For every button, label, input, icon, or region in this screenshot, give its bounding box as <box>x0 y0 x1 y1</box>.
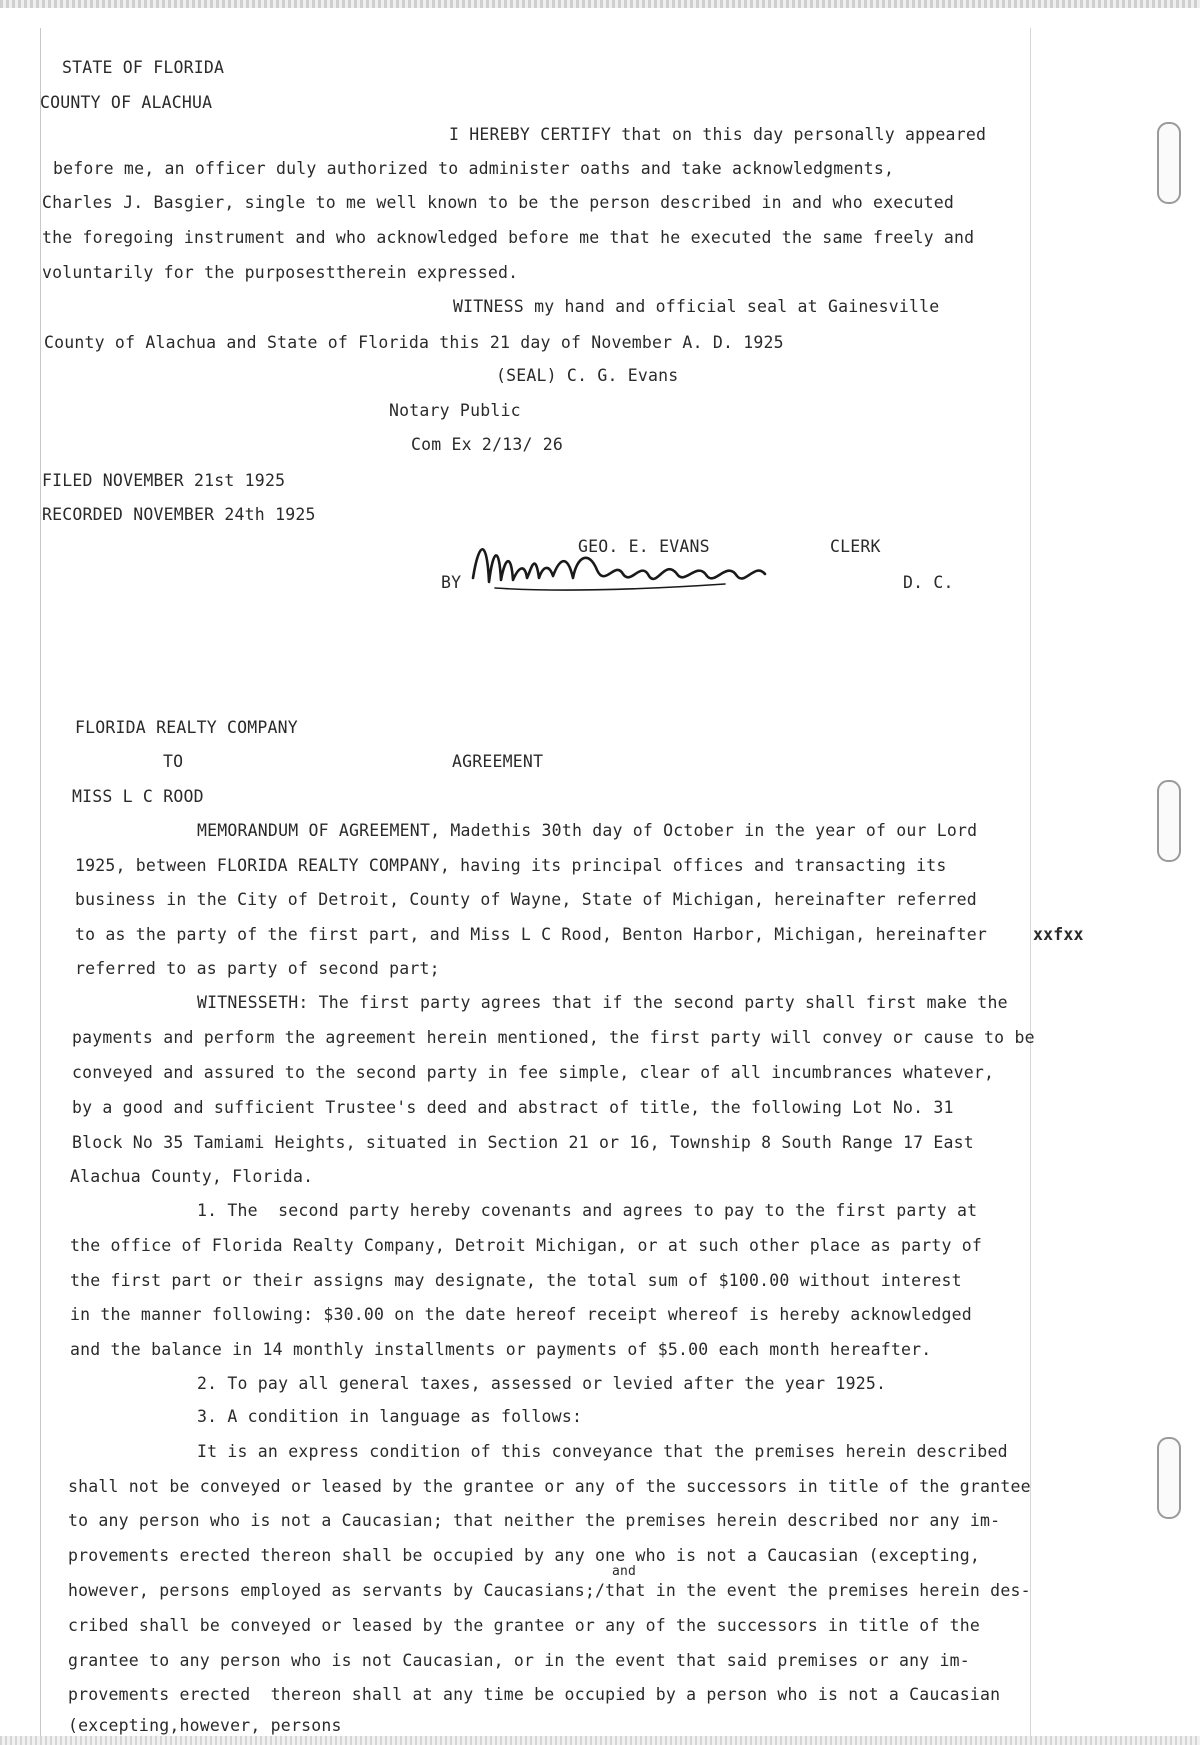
deputy-clerk-label: D. C. <box>903 573 954 592</box>
witness-line: WITNESS my hand and official seal at Gainesville <box>453 297 940 316</box>
agreement-line-10: Block No 35 Tamiami Heights, situated in Section 21 or 16, Township 8 South Range 17 East <box>72 1133 974 1152</box>
party-one: FLORIDA REALTY COMPANY <box>75 718 298 737</box>
binder-hole-bottom <box>1157 1437 1181 1519</box>
certify-line: I HEREBY CERTIFY that on this day personally appeared <box>449 125 987 144</box>
condition-line-9: (excepting,however, persons <box>68 1716 342 1735</box>
agreement-line-9: by a good and sufficient Trustee's deed and abstract of title, the following Lot No. 31 <box>72 1098 954 1117</box>
agreement-line-15: in the manner following: $30.00 on the date hereof receipt whereof is hereby acknowledged <box>70 1305 972 1324</box>
binder-hole-top <box>1157 122 1181 204</box>
handwritten-signature <box>465 530 775 610</box>
clerk-name: GEO. E. EVANS <box>578 537 710 556</box>
clerk-title: CLERK <box>830 537 881 556</box>
condition-line-7: grantee to any person who is not Caucasian, or in the event that said premises or any im- <box>68 1651 970 1670</box>
ack-line-4: the foregoing instrument and who acknowledged before me that he executed the same freely and <box>42 228 975 247</box>
agreement-line-7: payments and perform the agreement herein mentioned, the first party will convey or cause to be <box>72 1028 1035 1047</box>
condition-line-3: to any person who is not a Caucasian; that neither the premises herein described nor any im- <box>68 1511 1001 1530</box>
county-heading: COUNTY OF ALACHUA <box>40 93 213 112</box>
condition-line-8: provements erected thereon shall at any time be occupied by a person who is not a Caucasian <box>68 1685 1001 1704</box>
ack-line-3: Charles J. Basgier, single to me well known to be the person described in and who executed <box>42 193 955 212</box>
covenant-2-line: 2. To pay all general taxes, assessed or levied after the year 1925. <box>197 1374 887 1393</box>
agreement-line-3: business in the City of Detroit, County of Wayne, State of Michigan, hereinafter referred <box>75 890 977 909</box>
ack-line-5: voluntarily for the purposesttherein expressed. <box>42 263 519 282</box>
left-margin-rule <box>40 28 41 1738</box>
agreement-line-4: to as the party of the first part, and Miss L C Rood, Benton Harbor, Michigan, hereinafter <box>75 925 988 944</box>
condition-line-5: however, persons employed as servants by Caucasians;/that in the event the premises herein des- <box>68 1581 1031 1600</box>
condition-line-1: It is an express condition of this conveyance that the premises herein described <box>197 1442 1008 1461</box>
agreement-line-14: the first part or their assigns may designate, the total sum of $100.00 without interest <box>70 1271 962 1290</box>
covenant-1-line: 1. The second party hereby covenants and agrees to pay to the first party at <box>197 1201 978 1220</box>
agreement-title: AGREEMENT <box>452 752 544 771</box>
covenant-3-line: 3. A condition in language as follows: <box>197 1407 583 1426</box>
agreement-line-1: MEMORANDUM OF AGREEMENT, Madethis 30th day of October in the year of our Lord <box>197 821 978 840</box>
condition-line-2: shall not be conveyed or leased by the grantee or any of the successors in title of the grantee <box>68 1477 1031 1496</box>
party-two: MISS L C ROOD <box>72 787 204 806</box>
recorded-date: RECORDED NOVEMBER 24th 1925 <box>42 505 316 524</box>
seal-signature: (SEAL) C. G. Evans <box>496 366 679 385</box>
bottom-border <box>0 1736 1200 1745</box>
agreement-line-5: referred to as party of second part; <box>75 959 440 978</box>
ack-line-2: before me, an officer duly authorized to administer oaths and take acknowledgments, <box>53 159 895 178</box>
condition-line-6: cribed shall be conveyed or leased by the grantee or any of the successors in title of the <box>68 1616 981 1635</box>
binder-hole-middle <box>1157 780 1181 862</box>
notary-public: Notary Public <box>389 401 521 420</box>
to-label: TO <box>163 752 184 771</box>
state-heading: STATE OF FLORIDA <box>62 58 225 77</box>
commission-expiry: Com Ex 2/13/ 26 <box>411 435 564 454</box>
and-insert: and <box>612 1564 637 1579</box>
agreement-line-16: and the balance in 14 monthly installments or payments of $5.00 each month hereafter. <box>70 1340 932 1359</box>
witnesseth-line: WITNESSETH: The first party agrees that if the second party shall first make the <box>197 993 1008 1012</box>
agreement-line-11: Alachua County, Florida. <box>70 1167 314 1186</box>
condition-line-4: provements erected thereon shall be occupied by any one who is not a Caucasian (excepting, <box>68 1546 981 1565</box>
agreement-line-13: the office of Florida Realty Company, Detroit Michigan, or at such other place as party of <box>70 1236 983 1255</box>
filed-date: FILED NOVEMBER 21st 1925 <box>42 471 286 490</box>
county-state-date-line: County of Alachua and State of Florida this 21 day of November A. D. 1925 <box>44 333 784 352</box>
top-border <box>0 0 1200 8</box>
agreement-line-2: 1925, between FLORIDA REALTY COMPANY, having its principal offices and transacting its <box>75 856 947 875</box>
agreement-line-8: conveyed and assured to the second party in fee simple, clear of all incumbrances whatever, <box>72 1063 995 1082</box>
by-label: BY <box>441 573 462 592</box>
strikeover-mark: xxfxx <box>1033 925 1084 944</box>
